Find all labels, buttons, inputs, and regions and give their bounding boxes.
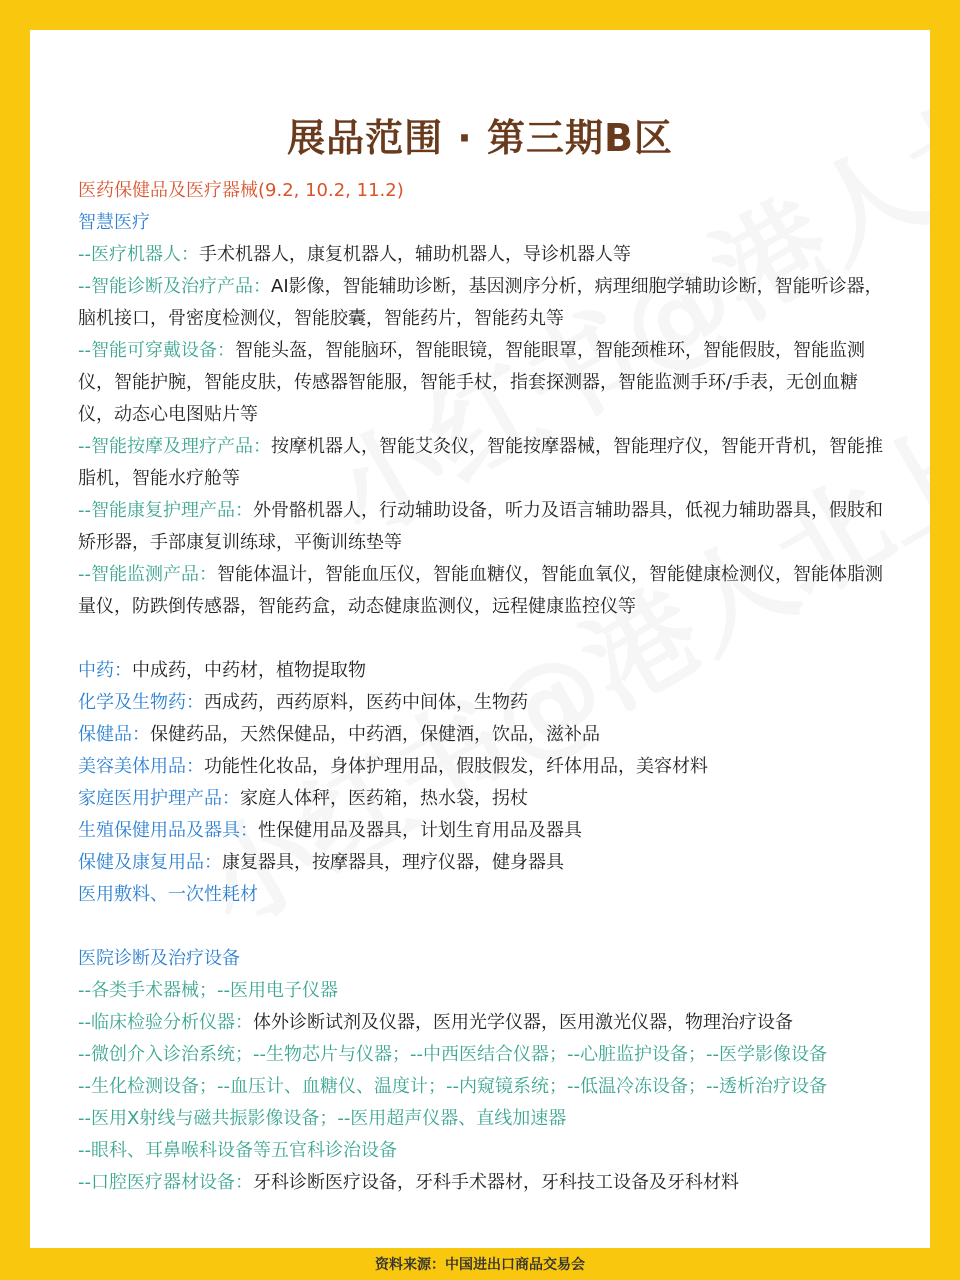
item-text: 手术机器人，康复机器人，辅助机器人，导诊机器人等 [199, 244, 631, 265]
item-label: --微创介入诊治系统；--生物芯片与仪器；--中西医结合仪器；--心脏监护设备；--医学影像设备 [78, 1044, 827, 1065]
item-text: 智能头盔，智能脑环，智能眼镜，智能眼罩，智能颈椎环，智能假肢，智能监测仪，智能护腕，智能皮肤，传感器智能服，智能手杖，指套探测器，智能监测手环/手表，无创血糖仪，动态心电图贴片等 [78, 340, 865, 425]
item-text: 西成药，西药原料，医药中间体，生物药 [204, 692, 528, 713]
item-label: 化学及生物药： [78, 692, 204, 713]
item-text: 功能性化妆品，身体护理用品，假肢假发，纤体用品，美容材料 [204, 756, 708, 777]
spacer [78, 911, 893, 943]
item-text: 康复器具，按摩器具，理疗仪器，健身器具 [222, 852, 564, 873]
list-item [78, 719, 893, 751]
page-title: 展品范围 · 第三期B区 [287, 116, 673, 160]
item-label: --智能诊断及治疗产品： [78, 276, 271, 297]
item-text: 体外诊断试剂及仪器，医用光学仪器，医用激光仪器，物理治疗设备 [253, 1012, 793, 1033]
item-label: 保健品： [78, 724, 150, 745]
item-text: 性保健用品及器具，计划生育用品及器具 [258, 820, 582, 841]
list-item [78, 239, 893, 271]
item-text: 保健药品，天然保健品，中药酒，保健酒，饮品，滋补品 [150, 724, 600, 745]
item-label: 家庭医用护理产品： [78, 788, 240, 809]
list-item [78, 975, 893, 1007]
content-card [30, 30, 930, 1248]
item-text: 家庭人体秤，医药箱，热水袋，拐杖 [240, 788, 528, 809]
list-item [78, 335, 893, 431]
item-label: --医疗机器人： [78, 244, 199, 265]
item-text: AI影像，智能辅助诊断，基因测序分析，病理细胞学辅助诊断，智能听诊器，脑机接口，骨密度检测仪，智能胶囊，智能药片，智能药丸等 [78, 276, 883, 329]
item-label: 医用敷料、一次性耗材 [78, 884, 258, 905]
list-item [78, 1071, 893, 1103]
list-item [78, 1103, 893, 1135]
list-item [78, 847, 893, 879]
item-text: 中成药，中药材，植物提取物 [132, 660, 366, 681]
list-item [78, 687, 893, 719]
item-label: --智能康复护理产品： [78, 500, 253, 521]
item-label: --生化检测设备；--血压计、血糖仪、温度计；--内窥镜系统；--低温冷冻设备；--透析治疗设备 [78, 1076, 827, 1097]
item-text: 智能体温计，智能血压仪，智能血糖仪，智能血氧仪，智能健康检测仪，智能体脂测量仪，防跌倒传感器，智能药盒，动态健康监测仪，远程健康监控仪等 [78, 564, 883, 617]
item-label: 中药： [78, 660, 132, 681]
section-heading-hospital: 医院诊断及治疗设备 [78, 948, 240, 969]
list-item [78, 495, 893, 559]
section-heading-medical: 医药保健品及医疗器械(9.2, 10.2, 11.2) [78, 180, 404, 201]
list-item [78, 1039, 893, 1071]
item-label: --各类手术器械；--医用电子仪器 [78, 980, 338, 1001]
list-item [78, 271, 893, 335]
item-label: --智能可穿戴设备： [78, 340, 235, 361]
spacer [78, 623, 893, 655]
item-label: 保健及康复用品： [78, 852, 222, 873]
source-footer: 资料来源：中国进出口商品交易会 [375, 1257, 585, 1273]
item-label: --眼科、耳鼻喉科设备等五官科诊治设备 [78, 1140, 397, 1161]
item-label: --智能按摩及理疗产品： [78, 436, 271, 457]
item-text: 按摩机器人，智能艾灸仪，智能按摩器械，智能理疗仪，智能开背机，智能推脂机，智能水疗舱等 [78, 436, 883, 489]
exhibit-list [78, 175, 893, 1199]
item-label: --口腔医疗器材设备： [78, 1172, 253, 1193]
list-item [78, 1167, 893, 1199]
item-label: --临床检验分析仪器： [78, 1012, 253, 1033]
list-item [78, 559, 893, 623]
list-item [78, 815, 893, 847]
item-text: 外骨骼机器人，行动辅助设备，听力及语言辅助器具，低视力辅助器具，假肢和矫形器，手部康复训练球，平衡训练垫等 [78, 500, 883, 553]
item-label: 美容美体用品： [78, 756, 204, 777]
item-label: --医用X射线与磁共振影像设备；--医用超声仪器、直线加速器 [78, 1108, 567, 1129]
list-item [78, 1135, 893, 1167]
item-text: 牙科诊断医疗设备，牙科手术器材，牙科技工设备及牙科材料 [253, 1172, 739, 1193]
list-item [78, 879, 893, 911]
item-label: --智能监测产品： [78, 564, 217, 585]
list-item [78, 1007, 893, 1039]
list-item [78, 783, 893, 815]
item-label: 生殖保健用品及器具： [78, 820, 258, 841]
list-item [78, 655, 893, 687]
list-item [78, 751, 893, 783]
subheading-smart-medical: 智慧医疗 [78, 212, 150, 233]
list-item [78, 431, 893, 495]
